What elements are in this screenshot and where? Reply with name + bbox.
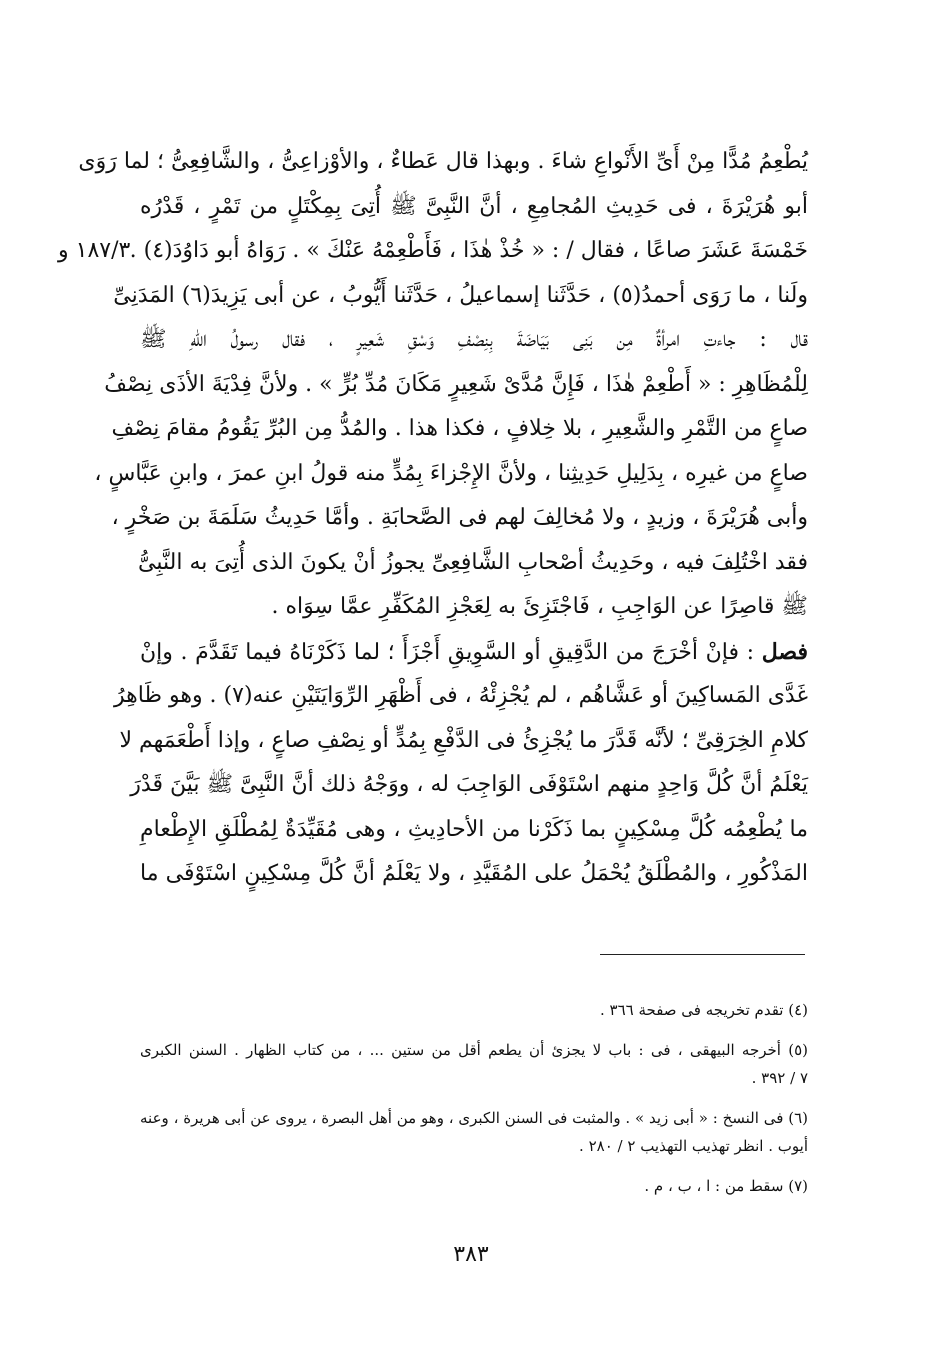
section-first-line (140, 630, 808, 675)
text-line: وأبى هُرَيْرَةَ ، وزيدٍ ، ولا مُخالِفَ لهم فى الصَّحابَةِ . وأمَّا حَدِيثُ سَلَمَةَ بن صَخْرٍ ، (111, 505, 808, 530)
text-line: كلامِ الخِرَقِىِّ ؛ لأنَّه قَدَّرَ ما يُجْزِئُ فى الدَّفْعِ بِمُدٍّ أو نِصْفِ صاعٍ ، وإذا أَطْعَمَهم لا (119, 727, 808, 753)
footnote (140, 996, 808, 1024)
footnotes (140, 996, 808, 1212)
text-line: ما يُطْعِمُه كُلَّ مِسْكِينٍ بما ذَكَرْنا من الأحادِيثِ ، وهى مُقَيِّدَةٌ لِمُطْلَقِ الإِطْعامِ (140, 816, 808, 842)
text-line: خَمْسَةَ عَشَرَ صاعًا ، فقال / : « خُذْ هٰذَا ، فَأَطْعِمْهُ عَنْكَ » . رَوَاهُ أبو دَاوُدَ(٤) . (129, 238, 808, 263)
footnote-line: (٥) أخرجه البيهقى ، فى : باب لا يجزئ أن يطعم أقل من ستين ... ، من كتاب الظهار . السنن الكبرى (140, 1041, 808, 1059)
margin-reference: ١٨٧/٣ و (58, 238, 131, 263)
text-line: يُطْعِمُ مُدًّا مِنْ أَىِّ الأَنْواعِ شاءَ . وبهذا قال عَطاءٌ ، والأوْزاعِىُّ ، والشَّافِعِىُّ ؛ لما رَوَى (78, 149, 808, 174)
text-line: لِلْمُظَاهِرِ : « أَطْعِمْ هٰذَا ، فَإِنَّ مُدَّىْ شَعِيرٍ مَكَانَ مُدِّ بُرٍّ » . ولأنَّ فِدْيَةَ الأذَى نِصْفُ (104, 371, 808, 397)
page-number: ٣٨٣ (453, 1242, 489, 1267)
section-text: : فإنْ أخْرَجَ من الدَّقِيقِ أو السَّوِيقِ أَجْزَأَ ؛ لما ذَكَرْنَاهُ فيما تَقَدَّمَ . وإنْ (140, 639, 755, 665)
footnote-line: (٧) سقط من : ا ، ب ، م . (644, 1177, 808, 1195)
text-line: قال : جاءتِ امرأةٌ مِن بَنِى بَيَاضَةَ بِنِصْفِ وَسْقِ شَعِيرٍ ، فقال رسولُ اللهِ ﷺ (140, 327, 808, 352)
section-label: فصل (761, 638, 808, 665)
footnote-divider (600, 954, 805, 955)
text-line: أبو هُرَيْرَةَ ، فى حَدِيثِ المُجامِعِ ، أنَّ النَّبِىَّ ﷺ أُتِىَ بِمِكْتَلٍ من تَمْرٍ ، قَدْرُه (140, 193, 808, 219)
footnote (140, 1104, 808, 1160)
text-line: فقد اخْتُلِفَ فيه ، وحَدِيثُ أصْحابِ الشَّافِعِىِّ يجوزُ أنْ يكونَ الذى أُتِىَ به النَّبِىُّ (138, 549, 808, 575)
footnote-line: (٦) فى النسخ : « أبى زيد » . والمثبت فى السنن الكبرى ، وهو من أهل البصرة ، يروى عن أبى هريرة ، وعنه (140, 1109, 808, 1127)
text-line: المَذْكُورِ ، والمُطْلَقُ يُحْمَلُ على المُقَيَّدِ ، ولا يَعْلَمُ أنَّ كُلَّ مِسْكِينٍ اسْتَوْفَى ما (140, 861, 808, 886)
footnote (140, 1036, 808, 1092)
text-line: صاعٍ من غيرِه ، بِدَلِيلِ حَدِيثِنا ، ولأنَّ الإِجْزاءَ بِمُدٍّ منه قولُ ابنِ عمرَ ، وابنِ عَبَّاسٍ ، (94, 460, 808, 486)
footnote-line: (٤) تقدم تخريجه فى صفحة ٣٦٦ . (599, 1001, 808, 1019)
footnote-line: أيوب . انظر تهذيب التهذيب ٢ / ٢٨٠ . (579, 1137, 808, 1155)
text-line: ولَنا ، ما رَوَى أحمدُ(٥) ، حَدَّثَنا إسماعيلُ ، حَدَّثَنا أَيُّوبُ ، عن أبى يَزِيدَ(٦) المَدَنِىِّ (113, 282, 808, 308)
text-line: غَدَّى المَساكِينَ أو عَشَّاهُم ، لم يُجْزِئْهُ ، فى أَظْهَرِ الرِّوَايَتَيْنِ عنه(٧) . وهو ظَاهِرُ (114, 683, 808, 708)
text-line: ﷺ قاصِرًا عن الوَاجِبِ ، فَاجْتَزِئَ به لِعَجْزِ المُكَفِّرِ عمَّا سِوَاه . (271, 594, 808, 619)
footnote-line: ٧ / ٣٩٢ . (751, 1069, 808, 1087)
text-line: صاعٍ من التَّمْرِ والشَّعِيرِ ، بلا خِلافٍ ، فكذا هذا . والمُدُّ مِن البُرِّ يَقُومُ مقامَ نِصْفِ (111, 416, 808, 441)
text-line: يَعْلَمُ أنَّ كُلَّ وَاحِدٍ منهم اسْتَوْفَى الوَاجِبَ له ، ووَجْهُ ذلك أنَّ النَّبِىَّ ﷺ بَيَّنَ قَدْرَ (130, 772, 808, 797)
footnote (140, 1172, 808, 1200)
